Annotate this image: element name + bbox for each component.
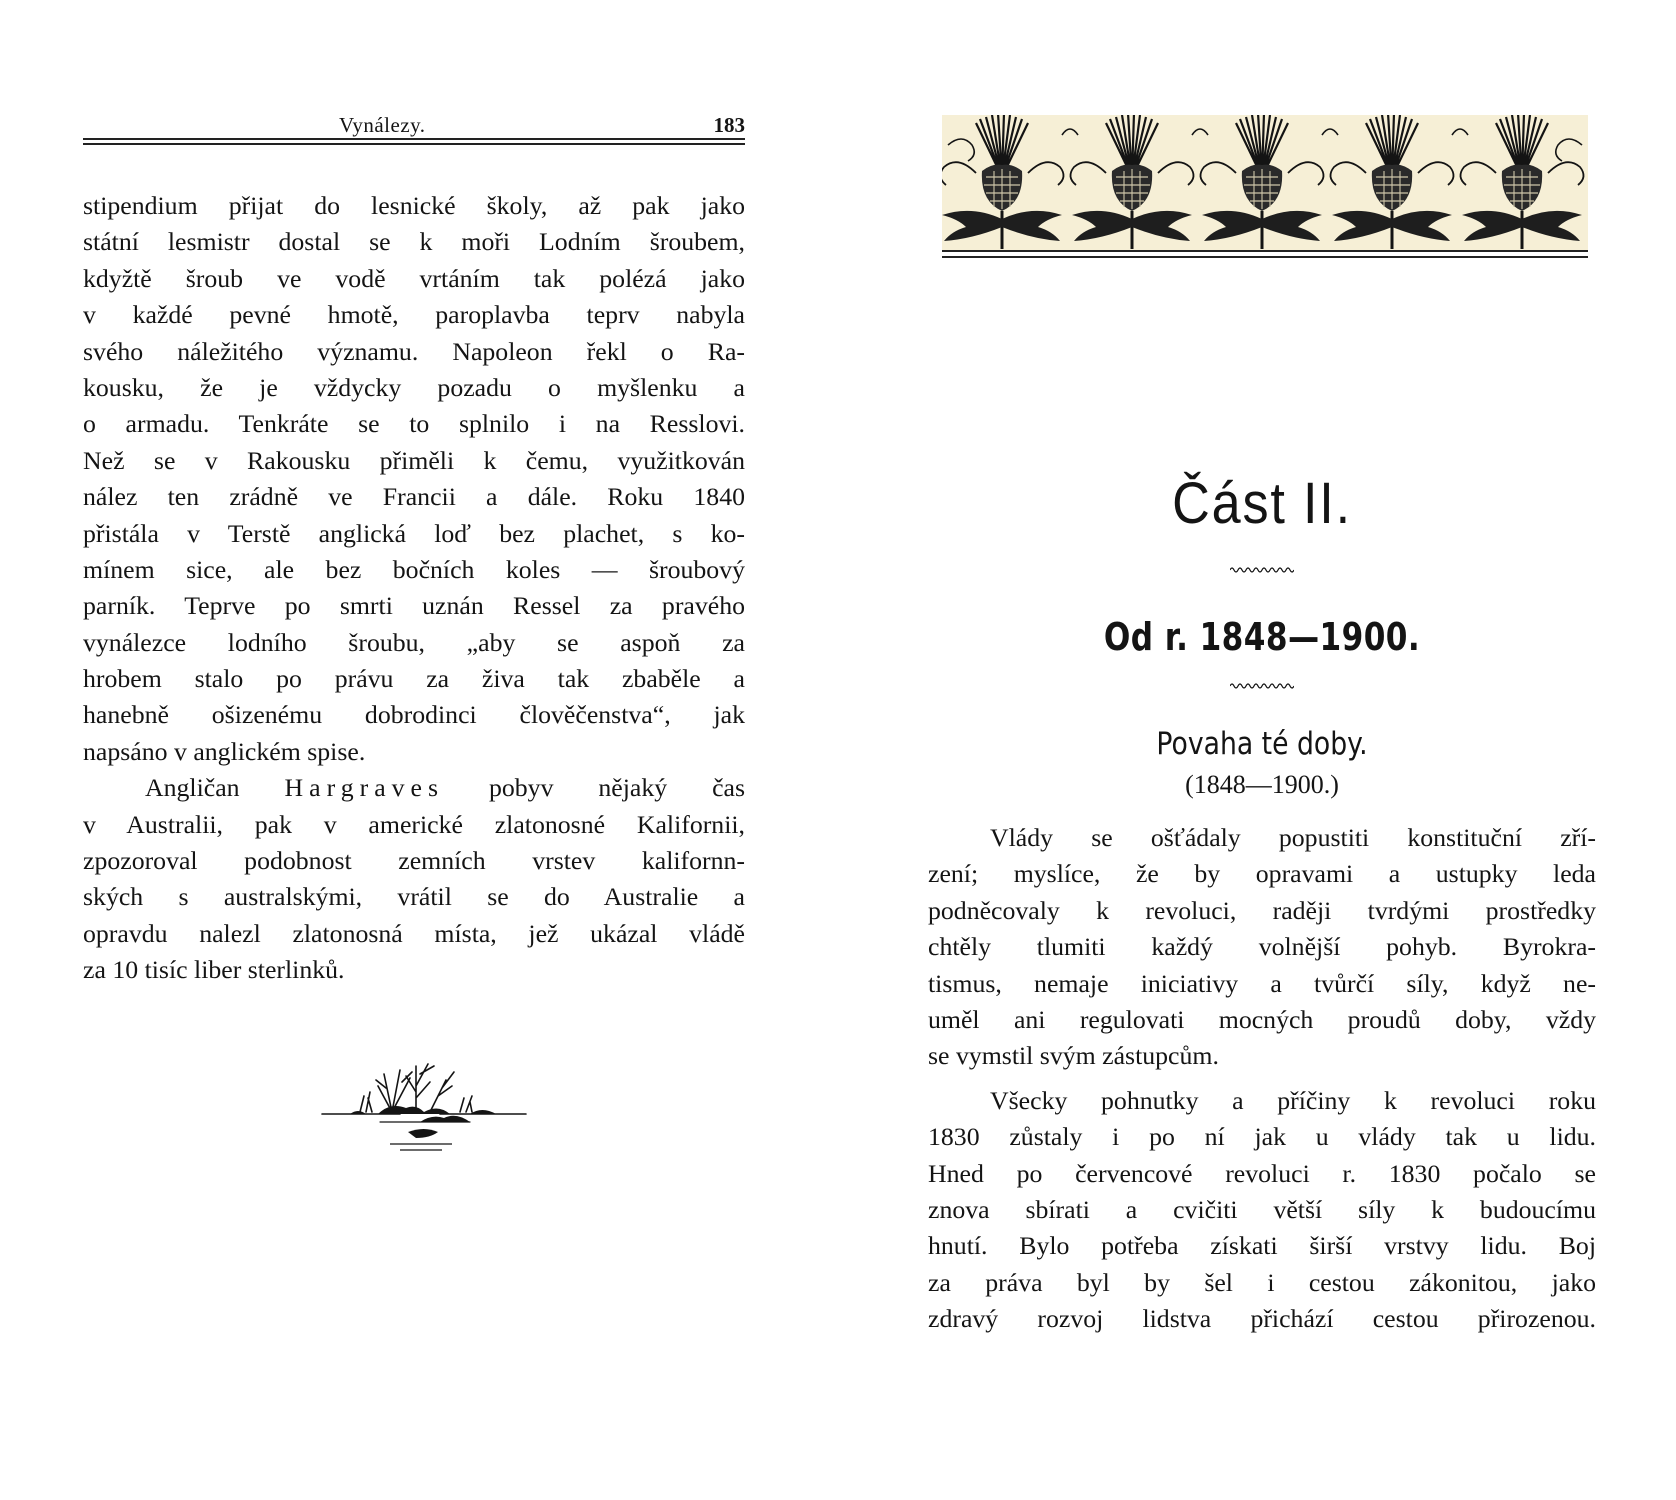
- running-header: [83, 113, 745, 137]
- text-line: Než se v Rakousku přiměli k čemu, využitkován: [83, 445, 745, 475]
- ornament-rule: [942, 250, 1588, 252]
- text-line: o armadu. Tenkráte se to splnilo i na Resslovi.: [83, 409, 745, 439]
- left-body-text: [83, 188, 745, 989]
- text-line: kousku, že je vždycky pozadu o myšlenku a: [83, 372, 745, 402]
- text-line: zdravý rozvoj lidstva přichází cestou přirozenou.: [928, 1304, 1596, 1334]
- text-line: [83, 770, 745, 806]
- text-line: za 10 tisíc liber sterlinků.: [83, 955, 345, 985]
- header-rule: [83, 138, 745, 140]
- text-line: tismus, nemaje iniciativy a tvůrčí síly, když ne-: [928, 968, 1596, 998]
- text-line: v Australii, pak v americké zlatonosné Kalifornii,: [83, 809, 745, 839]
- header-rule: [83, 143, 745, 145]
- running-header-title: Vynálezy.: [339, 113, 426, 137]
- text-fragment: Angličan: [145, 773, 240, 803]
- text-line: 1830 zůstaly i po ní jak u vlády tak u lidu.: [928, 1122, 1596, 1152]
- wavy-divider-icon: [1230, 682, 1294, 690]
- text-line: chtěly tlumiti každý volnější pohyb. Byrokra-: [928, 932, 1596, 962]
- text-line: znova sbírati a cvičiti větší síly k budoucímu: [928, 1194, 1596, 1224]
- text-fragment: pobyv nějaký čas: [488, 773, 746, 803]
- section-heading: Povaha té doby.: [1156, 726, 1368, 762]
- part-title: Část II.: [1172, 471, 1352, 536]
- text-line: Vlády se ošťádaly popustiti konstituční zří-: [990, 823, 1596, 852]
- text-line: Všecky pohnutky a příčiny k revoluci roku: [990, 1085, 1596, 1115]
- period-title: Od r. 1848—1900.: [1103, 615, 1421, 659]
- text-line: napsáno v anglickém spise.: [83, 736, 366, 766]
- text-line: za práva byl by šel i cestou zákonitou, jako: [928, 1267, 1596, 1297]
- text-line: parník. Teprve po smrti uznán Ressel za pravého: [83, 591, 745, 621]
- text-line: zpozoroval podobnost zemních vrstev kalifornn-: [83, 846, 745, 876]
- text-line: uměl ani regulovati mocných proudů doby, vždy: [928, 1004, 1596, 1034]
- text-line: mínem sice, ale bez bočních koles — šroubový: [83, 554, 745, 584]
- text-line: ských s australskými, vrátil se do Australie a: [83, 882, 745, 912]
- person-name-spaced: Hargraves: [284, 773, 445, 803]
- text-line: se vymstil svým zástupcům.: [928, 1041, 1219, 1071]
- text-line: v každé pevné hmotě, paroplavba teprv nabyla: [83, 300, 745, 330]
- text-line: přistála v Terstě anglická loď bez plachet, s ko-: [83, 518, 745, 548]
- page-number: 183: [713, 113, 745, 137]
- text-line: hnutí. Bylo potřeba získati širší vrstvy lidu. Boj: [928, 1231, 1596, 1261]
- text-line: kdyžtě šroub ve vodě vrtáním tak polézá jako: [83, 263, 745, 293]
- text-line: hrobem stalo po právu za živa tak zbaběle a: [83, 664, 745, 694]
- text-line: státní lesmistr dostal se k moři Lodním šroubem,: [83, 227, 745, 257]
- right-body-text: [928, 820, 1596, 1337]
- text-line: nález ten zrádně ve Francii a dále. Roku 1840: [83, 482, 745, 512]
- text-line: svého náležitého významu. Napoleon řekl o Ra-: [83, 336, 745, 366]
- wavy-divider-icon: [1230, 566, 1294, 574]
- text-line: Hned po červencové revoluci r. 1830 počalo se: [928, 1158, 1596, 1188]
- landscape-vignette-icon: [320, 1052, 530, 1167]
- ornament-rule: [942, 256, 1588, 258]
- section-years: (1848—1900.): [1185, 770, 1339, 799]
- text-line: stipendium přijat do lesnické školy, až pak jako: [83, 191, 745, 220]
- text-line: opravdu nalezl zlatonosná místa, jež ukázal vládě: [83, 918, 745, 948]
- text-line: zení; myslíce, že by opravami a ustupky leda: [928, 859, 1596, 889]
- text-line: vynálezce lodního šroubu, „aby se aspoň za: [83, 627, 745, 657]
- text-line: podněcovaly k revoluci, raději tvrdými prostředky: [928, 895, 1596, 925]
- text-line: hanebně ošizenému dobrodinci člověčenstva“, jak: [83, 700, 745, 730]
- thistle-ornament-icon: [942, 115, 1588, 251]
